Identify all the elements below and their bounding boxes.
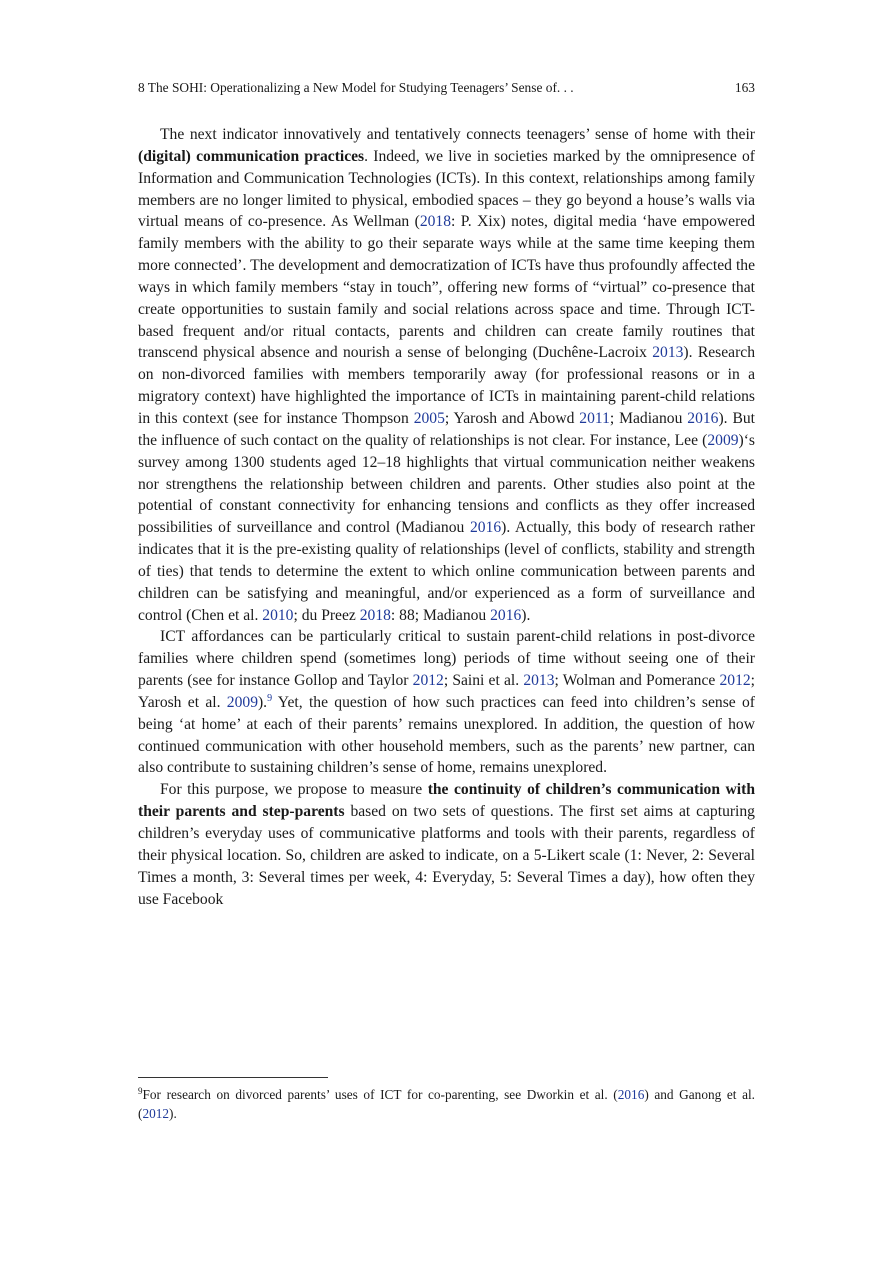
text: )‘s survey among 1300 students aged 12–18 highlights that virtual communication neither weakens nor strengthens the relationship between children and parents. Other studies also point at the potential of constant connectivity for enhancing tensions and conflicts as they offer increased possibilities of surveillance and control (Madianou xyxy=(138,431,755,537)
citation-link[interactable]: 2013 xyxy=(652,344,684,362)
citation-link[interactable]: 2013 xyxy=(523,672,555,690)
text: ). xyxy=(521,606,531,624)
citation-link[interactable]: 2009 xyxy=(226,693,258,711)
text: ). xyxy=(257,693,268,711)
citation-link[interactable]: 2016 xyxy=(617,1087,645,1102)
emphasis: the continuity of children’s communication with their parents and step-parents xyxy=(138,781,755,821)
body-text xyxy=(138,124,755,910)
text: ). Research on non-divorced families with members temporarily away (for professional reasons or in a migratory context) have highlighted the importance of ICTs in maintaining parent-child relations in this context (see for instance Thompson xyxy=(138,344,755,427)
citation-link[interactable]: 2012 xyxy=(412,672,444,690)
citation-link[interactable]: 2016 xyxy=(490,606,522,624)
text: ; du Preez xyxy=(293,606,360,624)
citation-link[interactable]: 2012 xyxy=(142,1106,170,1121)
text: For research on divorced parents’ uses of ICT for co-parenting, see Dworkin et al. ( xyxy=(142,1087,618,1102)
text: ; Yarosh and Abowd xyxy=(444,409,580,427)
text: ). Actually, this body of research rather indicates that it is the pre-existing quality of relationships (level of conflicts, stability and strength of ties) that tends to determine the extent to which online communication between parents and children can be satisfying and meaningful, and/or experienced as a form of surveillance and control (Chen et al. xyxy=(138,519,755,624)
text: . Indeed, we live in societies marked by the omnipresence of Information and Communication Technologies (ICTs). In this context, relationships among family members are no longer limited to physical, embodied spaces – they go beyond a house’s walls via virtual means of co-presence. As Wellman ( xyxy=(138,147,755,231)
citation-link[interactable]: 2016 xyxy=(469,519,502,537)
citation-link[interactable]: 2005 xyxy=(413,409,445,427)
paragraph-3 xyxy=(138,779,755,910)
text: ; Yarosh et al. xyxy=(138,672,755,711)
text: Yet, the question of how such practices can feed into children’s sense of being ‘at home’ at each of their parents’ remains unexplored. In addition, the question of how continued communication with other household members, such as the parents’ new partner, can also contribute to sustaining children’s sense of home, remains unexplored. xyxy=(138,693,756,777)
text: based on two sets of questions. The first set aims at capturing children’s everyday uses of communicative platforms and tools with their parents, regardless of their physical location. So, children are asked to indicate, on a 5-Likert scale (1: Never, 2: Several Times a month, 3: Several times per week, 4: Everyday, 5: Several Times a day), how often they use Facebook xyxy=(138,803,755,908)
citation-link[interactable]: 2016 xyxy=(687,409,719,427)
citation-link[interactable]: 2018 xyxy=(419,213,452,231)
text: ). But the influence of such contact on the quality of relationships is not clear. For instance, Lee ( xyxy=(138,409,755,449)
text: ) and Ganong et al. ( xyxy=(138,1087,755,1121)
text: ; Saini et al. xyxy=(443,672,524,690)
text: : P. Xix) notes, digital media ‘have empowered family members with the ability to go their separate ways while at the same time keeping them more connected’. The development and democratization of ICTs have thus profoundly affected the ways in which family members “stay in touch”, offering new forms of “virtual” co-presence that create opportunities to sustain family and social relations across space and time. Through ICT-based frequent and/or ritual contacts, parents and children can create family routines that transcend physical absence and nourish a sense of belonging (Duchêne-Lacroix xyxy=(138,213,755,362)
text: The next indicator innovatively and tentatively connects teenagers’ sense of home with their xyxy=(160,126,755,143)
footnote-divider xyxy=(138,1077,328,1078)
text: ; Madianou xyxy=(609,409,688,427)
text: ). xyxy=(169,1106,177,1121)
text: ICT affordances can be particularly critical to sustain parent-child relations in post-divorce families where children spend (sometimes long) periods of time without seeing one of their parents (see for instance Gollop and Taylor xyxy=(138,628,755,690)
footnote-number: 9 xyxy=(138,1086,143,1096)
chapter-title: 8 The SOHI: Operationalizing a New Model for Studying Teenagers’ Sense of. . . xyxy=(138,80,574,95)
citation-link[interactable]: 2018 xyxy=(359,606,391,624)
footnote xyxy=(138,1085,755,1123)
paragraph-1 xyxy=(138,124,755,626)
text: For this purpose, we propose to measure xyxy=(160,781,428,799)
page-number: 163 xyxy=(734,80,755,95)
citation-link[interactable]: 2012 xyxy=(719,672,751,690)
emphasis: (digital) communication practices xyxy=(138,147,365,165)
citation-link[interactable]: 2010 xyxy=(262,606,294,624)
paragraph-2 xyxy=(138,626,755,779)
text: : 88; Madianou xyxy=(390,606,491,624)
footnote-ref[interactable]: 9 xyxy=(267,692,273,704)
citation-link[interactable]: 2011 xyxy=(579,409,610,427)
text: ; Wolman and Pomerance xyxy=(554,672,720,690)
citation-link[interactable]: 2009 xyxy=(707,431,739,449)
